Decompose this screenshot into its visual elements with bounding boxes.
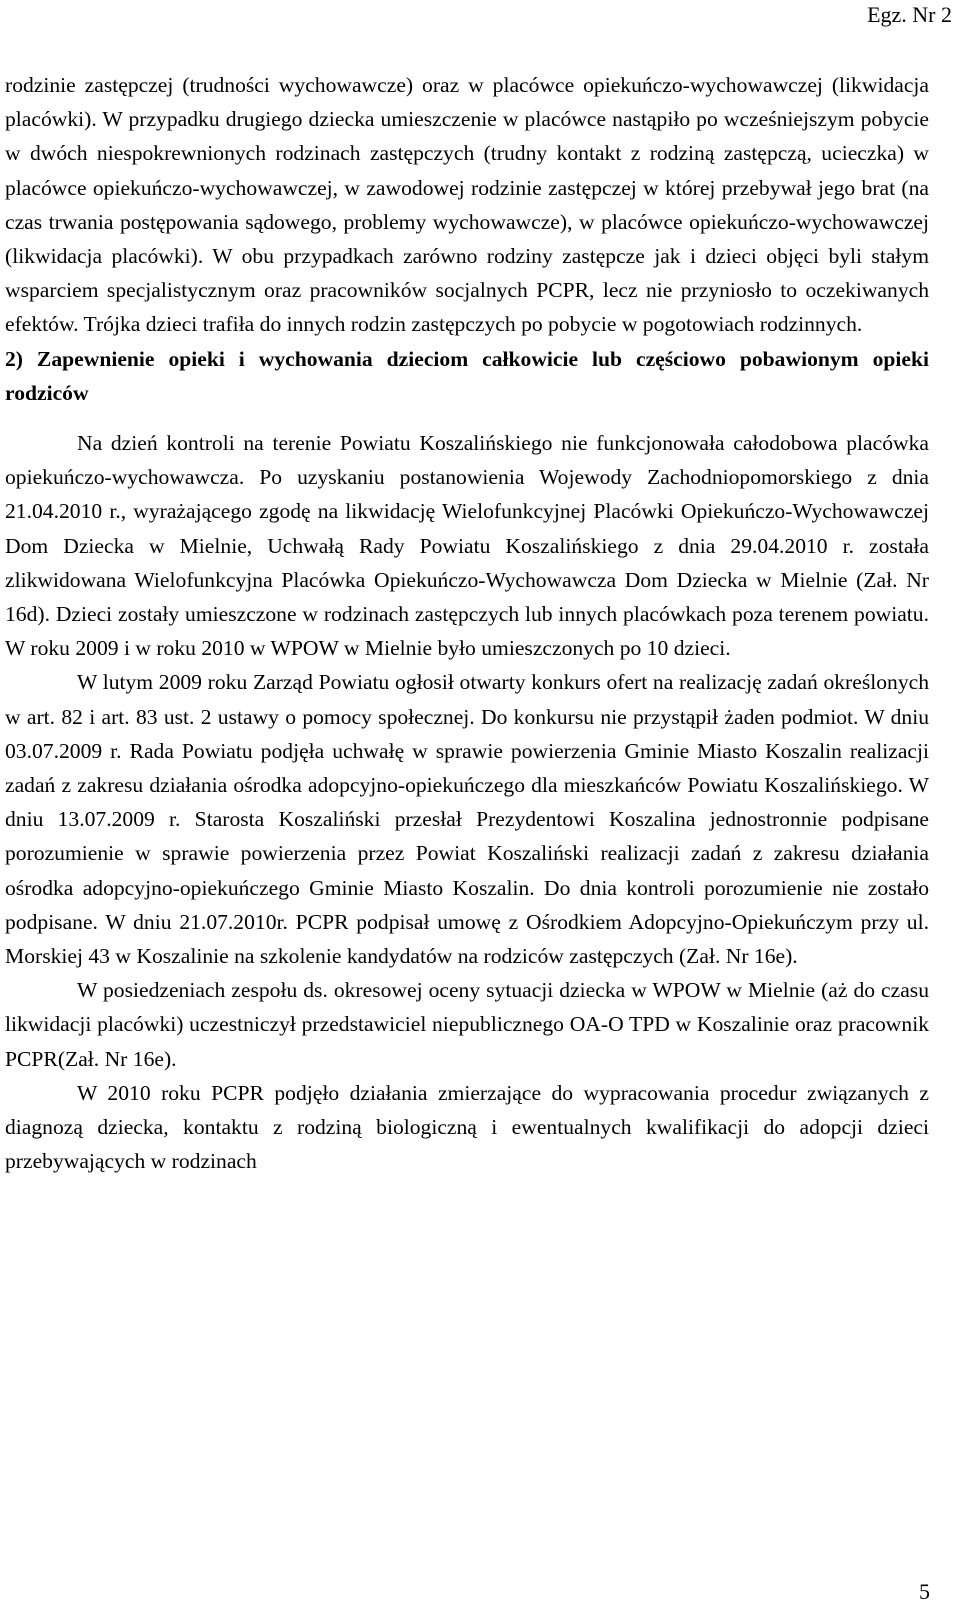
paragraph-tender: W lutym 2009 roku Zarząd Powiatu ogłosił otwarty konkurs ofert na realizację zadań określonych w art. 82 i art. 83 ust. 2 ustawy o pomocy społecznej. Do konkursu nie przystąpił żaden podmiot. W dniu 03.07.2009 r. Rada Powiatu podjęła uchwałę w sprawie powierzenia Gminie Miasto Koszalin realizacji zadań z zakresu działania ośrodka adopcyjno-opiekuńczego dla mieszkańców Powiatu Koszalińskiego. W dniu 13.07.2009 r. Starosta Koszaliński przesłał Prezydentowi Koszalina jednostronnie podpisane porozumienie w sprawie powierzenia przez Powiat Koszaliński realizacji zadań z zakresu działania ośrodka adopcyjno-opiekuńczego Gminie Miasto Koszalin. Do dnia kontroli porozumienie nie zostało podpisane. W dniu 21.07.2010r. PCPR podpisał umowę z Ośrodkiem Adopcyjno-Opiekuńczym przy ul. Morskiej 43 w Koszalinie na szkolenie kandydatów na rodziców zastępczych (Zał. Nr 16e). [5,670,929,969]
paragraph-facility-liquidation: Na dzień kontroli na terenie Powiatu Koszalińskiego nie funkcjonowała całodobowa placówka opiekuńczo-wychowawcza. Po uzyskaniu postanowienia Wojewody Zachodniopomorskiego z dnia 21.04.2010 r., wyrażającego zgodę na likwidację Wielofunkcyjnej Placówki Opiekuńczo-Wychowawczej Dom Dziecka w Mielnie, Uchwałą Rady Powiatu Koszalińskiego z dnia 29.04.2010 r. została zlikwidowana Wielofunkcyjna Placówka Opiekuńczo-Wychowawcza Dom Dziecka w Mielnie (Zał. Nr 16d). Dzieci zostały umieszczone w rodzinach zastępczych lub innych placówkach poza terenem powiatu. W roku 2009 i w roku 2010 w WPOW w Mielnie było umieszczonych po 10 dzieci. [5,431,929,661]
paragraph-procedures: W 2010 roku PCPR podjęło działania zmierzające do wypracowania procedur związanych z diagnozą dziecka, kontaktu z rodziną biologiczną i ewentualnych kwalifikacji do adopcji dzieci przebywających w rodzinach [5,1080,929,1174]
section-heading: 2) Zapewnienie opieki i wychowania dzieciom całkowicie lub częściowo pobawionym opieki rodziców [5,346,929,405]
paragraph-team-meetings: W posiedzeniach zespołu ds. okresowej oceny sytuacji dziecka w WPOW w Mielnie (aż do czasu likwidacji placówki) uczestniczył przedstawiciel niepublicznego OA-O TPD w Koszalinie oraz pracownik PCPR(Zał. Nr 16e). [5,978,929,1071]
document-body [5,68,929,1179]
page-number: 5 [919,1579,930,1604]
paragraph-continuation: rodzinie zastępczej (trudności wychowawcze) oraz w placówce opiekuńczo-wychowawczej (likwidacja placówki). W przypadku drugiego dziecka umieszczenie w placówce nastąpiło po wcześniejszym pobycie w dwóch niespokrewnionych rodzinach zastępczych (trudny kontakt z rodziną zastępczą, ucieczka) w placówce opiekuńczo-wychowawczej, w zawodowej rodzinie zastępczej w której przebywał jego brat (na czas trwania postępowania sądowego, problemy wychowawcze), w placówce opiekuńczo-wychowawczej (likwidacja placówki). W obu przypadkach zarówno rodziny zastępcze jak i dzieci objęci byli stałym wsparciem specjalistycznym oraz pracowników socjalnych PCPR, lecz nie przyniosło to oczekiwanych efektów. Trójka dzieci trafiła do innych rodzin zastępczych po pobycie w pogotowiach rodzinnych. [5,73,929,337]
copy-number-label: Egz. Nr 2 [867,2,952,27]
